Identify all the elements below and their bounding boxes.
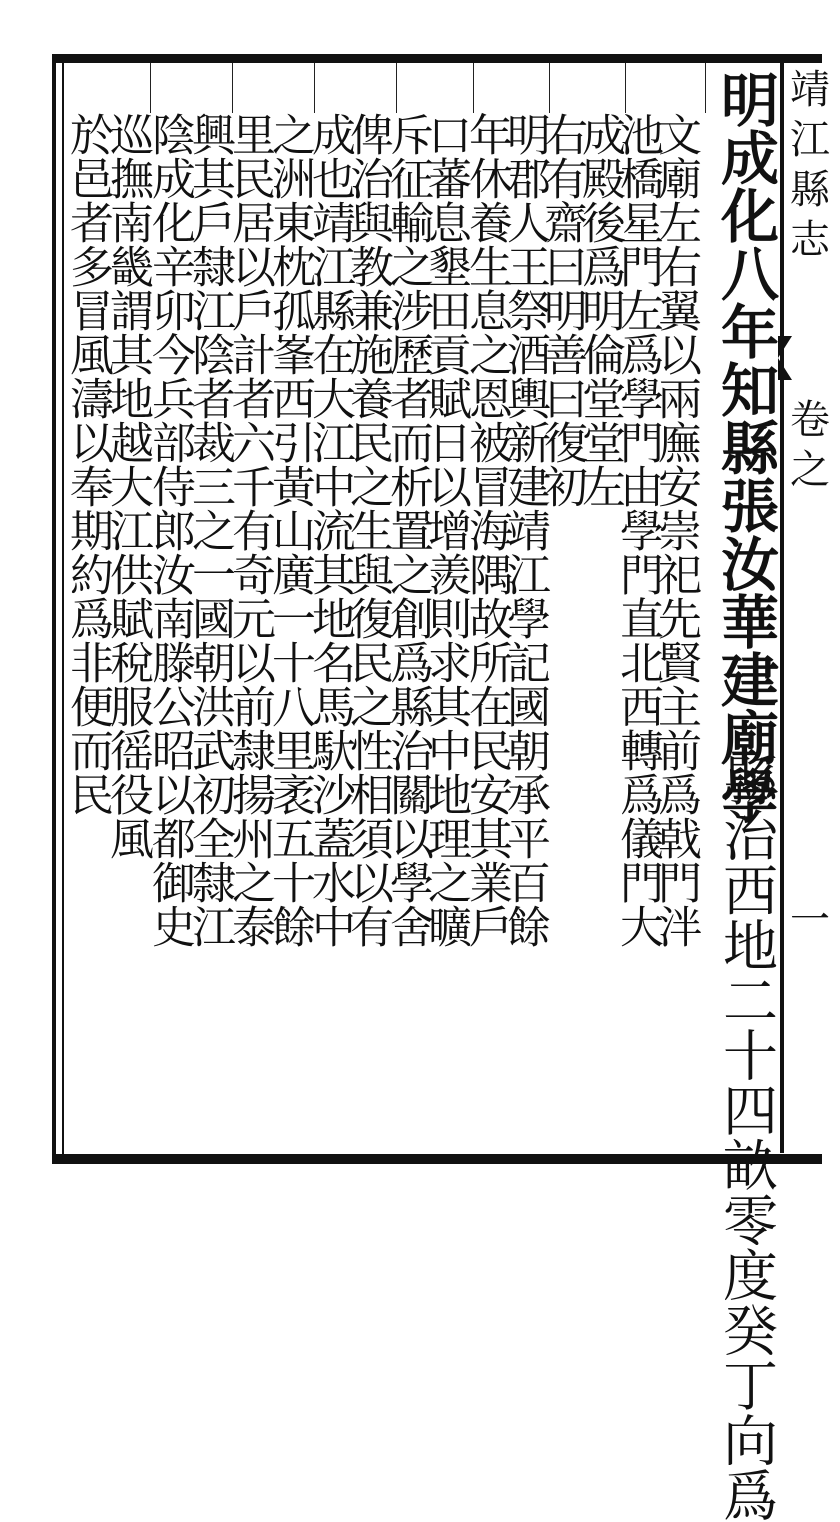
- text-column: [304, 112, 360, 948]
- column-text: 成也靖江縣在大江中流其地名馬馱沙蓋水中: [304, 112, 355, 948]
- text-column: [461, 112, 517, 948]
- text-column: [62, 112, 118, 816]
- column-divider: [705, 63, 706, 113]
- column-text: 里民居以戶計者六千有奇元以前隸揚州之泰: [224, 112, 275, 948]
- text-column: [102, 112, 158, 860]
- column-text: 斥征輸之涉歷者而析置之創爲縣治關以學舍: [382, 112, 433, 948]
- column-divider: [473, 63, 474, 113]
- column-text: 興其戶隸江陰者裁三之一國朝洪武初全隸江: [184, 112, 235, 948]
- page-edge-ear: [790, 60, 830, 1160]
- right-border-rule: [780, 63, 784, 1153]
- title-text: 明成化八年知縣張汝華建廟學: [711, 70, 779, 824]
- edge-char: 一: [790, 897, 830, 943]
- text-column: [382, 112, 438, 948]
- column-text: 口蕃息墾田貢賦日以增羨則求其中地理之曠: [420, 112, 471, 948]
- column-text: 成殿後爲明倫堂堂左: [574, 112, 625, 508]
- column-text: 巡撫南畿謂其地越大江供賦稅服徭役風: [102, 112, 153, 860]
- column-divider: [232, 63, 233, 113]
- edge-char: 縣: [790, 167, 830, 213]
- column-divider: [549, 63, 550, 113]
- column-text: 明郡人王祭酒輿新建靖江學記國朝承平百餘: [499, 112, 550, 948]
- text-column: [224, 112, 280, 948]
- text-column: [184, 112, 240, 948]
- title-tail-text: 縣治西地二十四畝零度癸丁向爲: [714, 752, 778, 1522]
- edge-char: 江: [790, 117, 830, 163]
- column-text: 文廟左右翼以兩廡安崇祀先賢主前爲戟門泮: [650, 112, 701, 948]
- title-tail-column: [708, 752, 780, 1522]
- edge-char: 靖: [790, 67, 830, 113]
- edge-char: 志: [790, 217, 830, 263]
- column-text: 池橋星門左爲學門由學門直北西轉爲儀門大: [612, 112, 663, 948]
- column-text: 右有齋曰明善曰復初: [536, 112, 587, 508]
- text-column: [264, 112, 320, 948]
- title-column: [708, 70, 780, 824]
- column-text: 之洲東枕孤峯西引黃山廣一十八里袤五十餘: [264, 112, 315, 948]
- text-column: [144, 112, 200, 948]
- edge-char: 卷: [790, 397, 830, 443]
- column-divider: [396, 63, 397, 113]
- column-text: 年休養生息之恩被冒海隅故所在民安其業戶: [461, 112, 512, 948]
- column-divider: [625, 63, 626, 113]
- column-divider: [150, 63, 151, 113]
- column-text: 俾治與教兼施養民之生與復民之性相須以有: [342, 112, 393, 948]
- column-text: 陰成化辛卯今兵部侍郎汝南滕公昭以都御史: [144, 112, 195, 948]
- edge-char: 之: [790, 447, 830, 493]
- column-text: 於邑者多冒風濤以奉期約爲非便而民: [62, 112, 113, 816]
- column-divider: [314, 63, 315, 113]
